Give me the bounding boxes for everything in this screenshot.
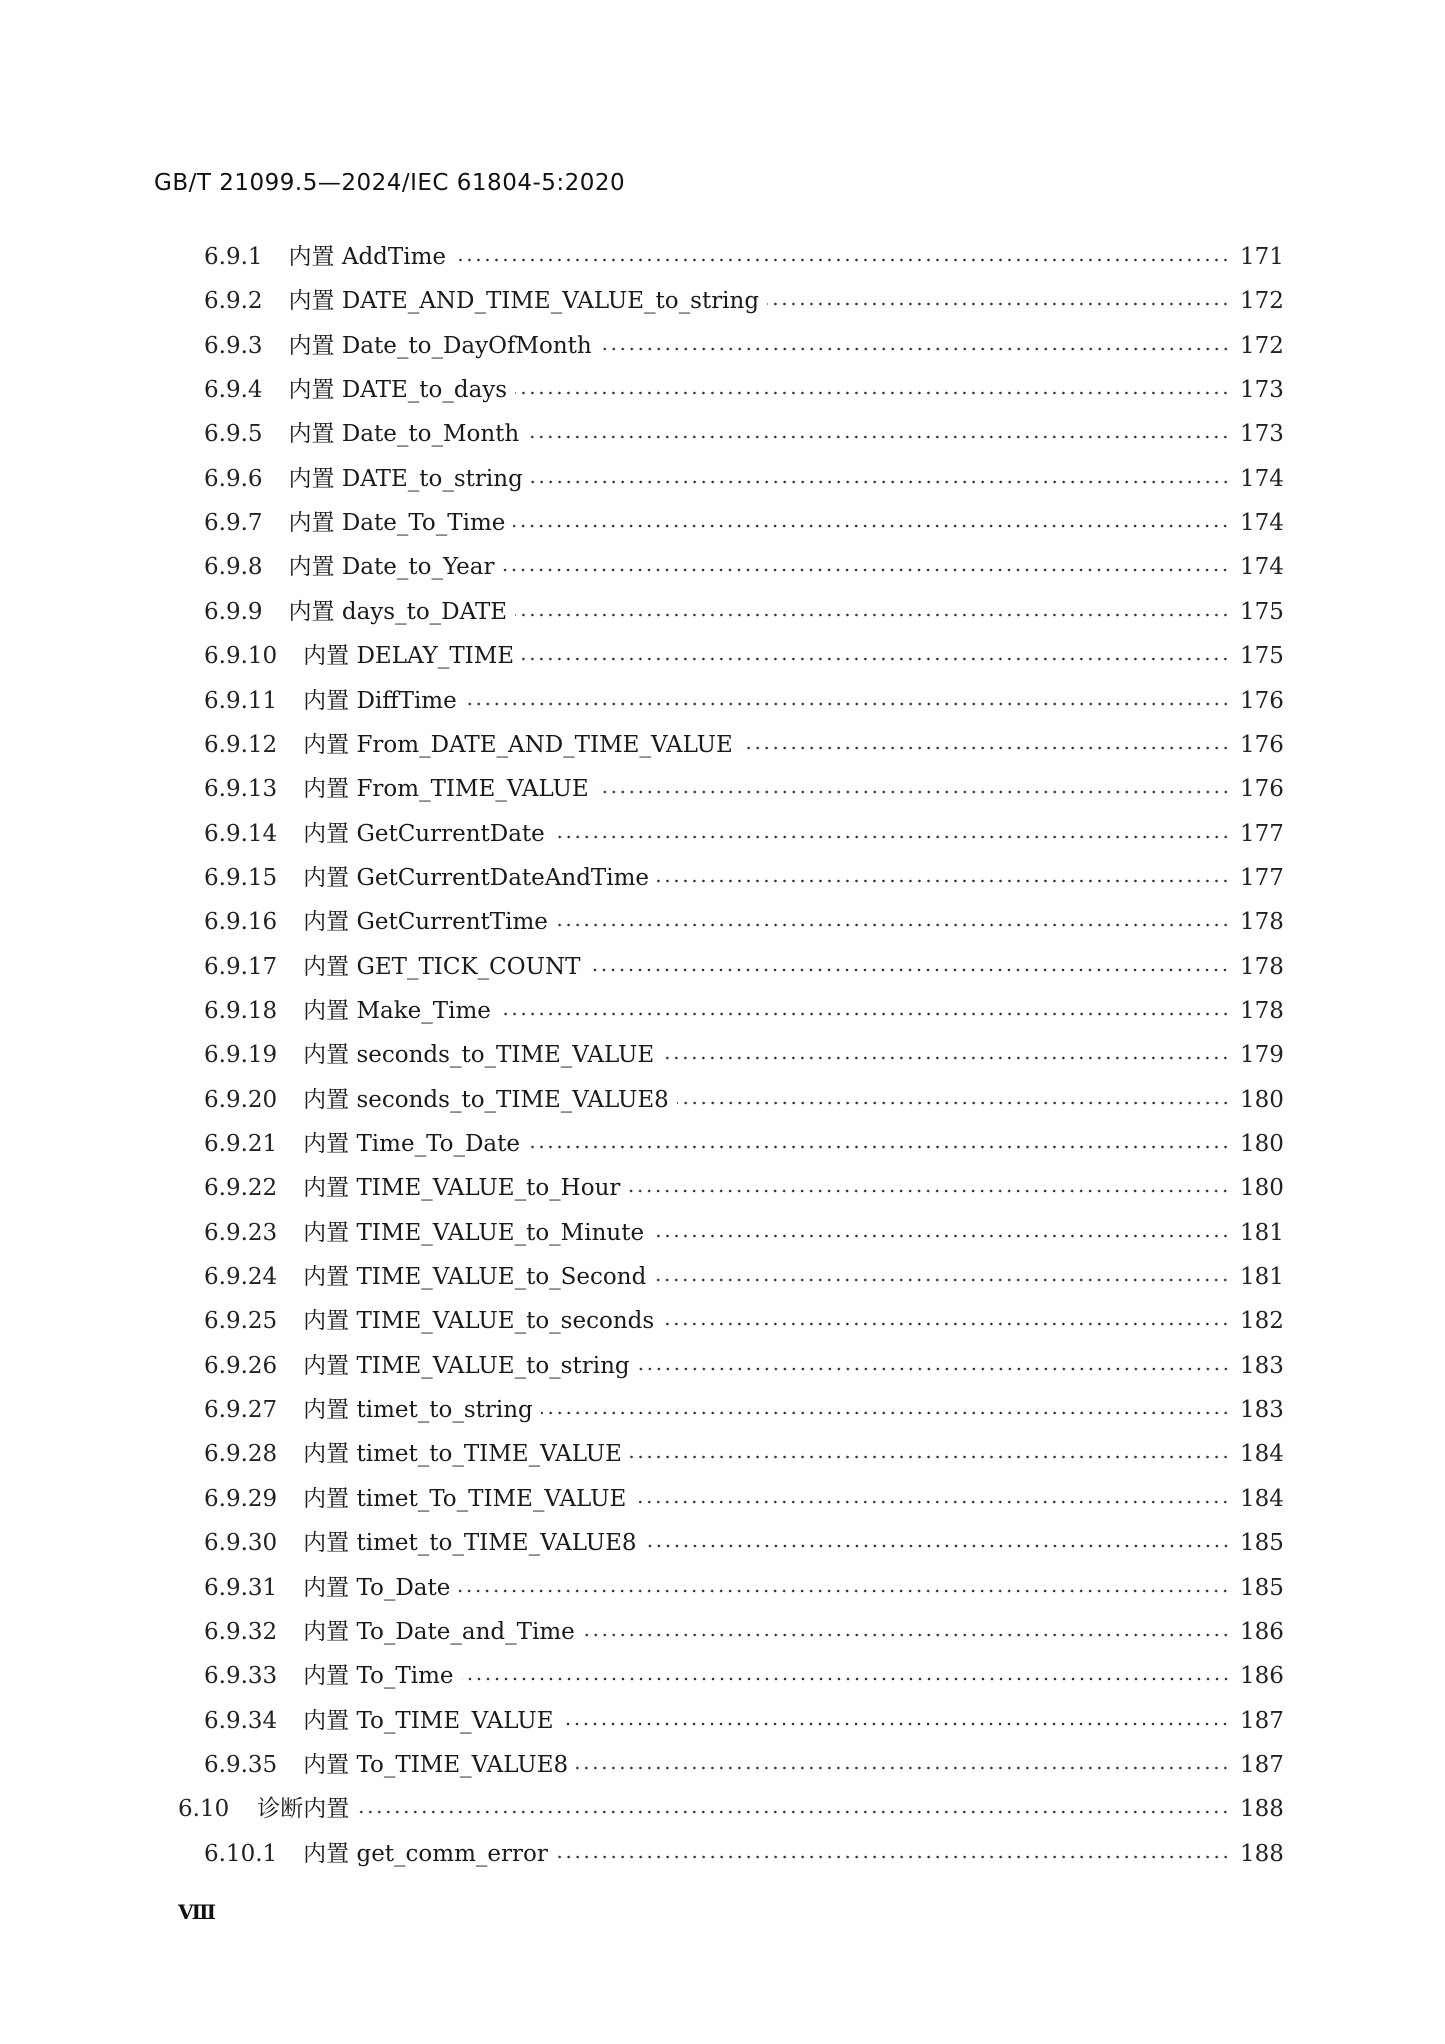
toc-entry-title: 内置 GetCurrentDate	[303, 820, 545, 847]
toc-entry-title: 内置 DiffTime	[303, 687, 457, 714]
toc-entry-number: 6.9.22	[204, 1175, 278, 1202]
toc-entry-title: 内置 TIME_VALUE_to_Second	[303, 1264, 647, 1291]
toc-entry[interactable]	[204, 1699, 1284, 1743]
toc-entry-title: 诊断内置	[257, 1796, 350, 1823]
toc-entry[interactable]	[204, 634, 1284, 678]
toc-entry-title: 内置 To_TIME_VALUE	[303, 1707, 554, 1734]
dot-leader	[357, 1810, 1230, 1814]
toc-entry-page: 182	[1240, 1308, 1284, 1335]
toc-entry-title: 内置 DELAY_TIME	[303, 643, 515, 670]
toc-entry-title: 内置 Make_Time	[303, 997, 491, 1024]
toc-entry-page: 181	[1240, 1219, 1284, 1246]
dot-leader	[458, 1589, 1230, 1593]
toc-entry[interactable]	[204, 1521, 1284, 1565]
toc-entry[interactable]	[204, 279, 1284, 323]
toc-entry-page: 188	[1240, 1840, 1284, 1867]
toc-entry-number: 6.9.29	[204, 1485, 278, 1512]
dot-leader	[541, 1411, 1230, 1415]
toc-entry-number: 6.9.6	[204, 465, 263, 492]
toc-entry[interactable]	[204, 324, 1284, 368]
toc-entry[interactable]	[204, 1166, 1284, 1210]
toc-entry-number: 6.9.13	[204, 776, 278, 803]
dot-leader	[454, 258, 1230, 262]
toc-entry[interactable]	[204, 545, 1284, 589]
toc-entry[interactable]	[204, 1211, 1284, 1255]
toc-entry-title: 内置 timet_to_TIME_VALUE8	[303, 1530, 637, 1557]
toc-entry-page: 180	[1240, 1086, 1284, 1113]
toc-entry-title: 内置 DATE_AND_TIME_VALUE_to_string	[288, 288, 760, 315]
toc-entry-title: 内置 days_to_DATE	[288, 598, 508, 625]
toc-entry-page: 186	[1240, 1618, 1284, 1645]
toc-entry-number: 6.10.1	[204, 1840, 278, 1867]
toc-entry-number: 6.9.17	[204, 953, 278, 980]
toc-entry-number: 6.9.7	[204, 510, 263, 537]
toc-entry[interactable]	[204, 1432, 1284, 1476]
toc-entry-page: 187	[1240, 1707, 1284, 1734]
toc-entry-page: 178	[1240, 909, 1284, 936]
dot-leader	[645, 1544, 1230, 1548]
toc-entry-page: 175	[1240, 643, 1284, 670]
toc-entry-number: 6.9.4	[204, 377, 263, 404]
toc-entry-title: 内置 DATE_to_string	[288, 465, 523, 492]
dot-leader	[741, 746, 1230, 750]
toc-entry[interactable]	[204, 767, 1284, 811]
toc-entry-title: 内置 Date_to_DayOfMonth	[288, 332, 592, 359]
dot-leader	[462, 1677, 1231, 1681]
toc-entry-number: 6.9.26	[204, 1352, 278, 1379]
toc-entry-number: 6.9.3	[204, 332, 263, 359]
toc-entry-page: 187	[1240, 1751, 1284, 1778]
toc-entry-number: 6.9.19	[204, 1042, 278, 1069]
toc-entry-page: 185	[1240, 1574, 1284, 1601]
toc-entry[interactable]	[204, 945, 1284, 989]
toc-entry-number: 6.9.10	[204, 643, 278, 670]
toc-entry[interactable]	[204, 368, 1284, 412]
dot-leader	[515, 613, 1230, 617]
toc-entry-page: 174	[1240, 510, 1284, 537]
toc-entry[interactable]	[204, 412, 1284, 456]
toc-entry-page: 179	[1240, 1042, 1284, 1069]
toc-entry-page: 176	[1240, 687, 1284, 714]
toc-entry[interactable]	[204, 457, 1284, 501]
toc-entry-page: 176	[1240, 776, 1284, 803]
toc-entry-page: 181	[1240, 1264, 1284, 1291]
toc-entry[interactable]	[204, 1344, 1284, 1388]
dot-leader	[465, 702, 1230, 706]
dot-leader	[515, 391, 1230, 395]
toc-entry[interactable]	[204, 1654, 1284, 1698]
toc-entry-title: 内置 To_Date	[303, 1574, 451, 1601]
toc-entry-page: 176	[1240, 731, 1284, 758]
toc-entry-title: 内置 TIME_VALUE_to_Minute	[303, 1219, 645, 1246]
toc-entry-title: 内置 TIME_VALUE_to_Hour	[303, 1175, 621, 1202]
dot-leader	[767, 302, 1230, 306]
toc-entry[interactable]	[204, 1255, 1284, 1299]
toc-entry-title: 内置 GetCurrentTime	[303, 909, 548, 936]
toc-entry-title: 内置 From_DATE_AND_TIME_VALUE	[303, 731, 733, 758]
dot-leader	[583, 1633, 1230, 1637]
dot-leader	[638, 1367, 1230, 1371]
toc-entry-page: 175	[1240, 598, 1284, 625]
toc-entry-title: 内置 get_comm_error	[303, 1840, 548, 1867]
toc-entry[interactable]	[204, 1566, 1284, 1610]
toc-entry-number: 6.9.8	[204, 554, 263, 581]
toc-entry-page: 178	[1240, 953, 1284, 980]
toc-entry-title: 内置 seconds_to_TIME_VALUE8	[303, 1086, 669, 1113]
toc-entry-title: 内置 To_TIME_VALUE8	[303, 1751, 569, 1778]
dot-leader	[513, 524, 1230, 528]
toc-entry-page: 180	[1240, 1175, 1284, 1202]
toc-entry-number: 6.9.1	[204, 244, 263, 270]
toc-entry-number: 6.9.35	[204, 1751, 278, 1778]
toc-entry-page: 186	[1240, 1663, 1284, 1690]
toc-entry-title: 内置 timet_To_TIME_VALUE	[303, 1485, 627, 1512]
dot-leader	[576, 1766, 1230, 1770]
toc-entry-number: 6.9.14	[204, 820, 278, 847]
toc-entry[interactable]	[204, 1033, 1284, 1077]
dot-leader	[553, 835, 1230, 839]
toc-entry[interactable]	[204, 900, 1284, 944]
toc-entry-title: 内置 seconds_to_TIME_VALUE	[303, 1042, 655, 1069]
dot-leader	[499, 1012, 1230, 1016]
toc-entry-page: 173	[1240, 421, 1284, 448]
toc-entry-number: 6.9.12	[204, 731, 278, 758]
dot-leader	[657, 879, 1230, 883]
toc-entry-number: 6.9.31	[204, 1574, 278, 1601]
toc-entry-page: 185	[1240, 1530, 1284, 1557]
toc-entry-number: 6.9.2	[204, 288, 263, 315]
toc-entry-number: 6.9.32	[204, 1618, 278, 1645]
toc-entry[interactable]	[204, 1299, 1284, 1343]
toc-entry-page: 174	[1240, 465, 1284, 492]
toc-entry-title: 内置 Date_To_Time	[288, 510, 506, 537]
toc-entry-number: 6.9.16	[204, 909, 278, 936]
toc-entry[interactable]	[204, 590, 1284, 634]
toc-entry-number: 6.9.21	[204, 1131, 278, 1157]
toc-entry-page: 171	[1240, 244, 1284, 270]
toc-entry-title: 内置 Date_to_Month	[288, 421, 520, 448]
toc-entry-number: 6.9.28	[204, 1441, 278, 1468]
toc-entry-number: 6.9.33	[204, 1663, 278, 1690]
toc-entry[interactable]	[204, 812, 1284, 856]
toc-entry-title: 内置 timet_to_string	[303, 1397, 533, 1424]
toc-entry-title: 内置 timet_to_TIME_VALUE	[303, 1441, 622, 1468]
toc-entry-page: 180	[1240, 1131, 1284, 1157]
dot-leader	[561, 1722, 1230, 1726]
standard-header: GB/T 21099.5—2024/IEC 61804-5:2020	[154, 170, 626, 196]
toc-entry[interactable]	[204, 1477, 1284, 1521]
dot-leader	[588, 968, 1230, 972]
toc-entry-page: 177	[1240, 820, 1284, 847]
toc-entry[interactable]	[204, 1388, 1284, 1432]
toc-entry[interactable]	[204, 1832, 1284, 1876]
dot-leader	[628, 1189, 1230, 1193]
toc-entry-title: 内置 Date_to_Year	[288, 554, 495, 581]
toc-entry-number: 6.9.20	[204, 1086, 278, 1113]
dot-leader	[528, 1145, 1230, 1149]
toc-entry-title: 内置 Time_To_Date	[303, 1131, 520, 1157]
toc-entry-number: 6.9.11	[204, 687, 278, 714]
toc-entry-page: 177	[1240, 864, 1284, 891]
dot-leader	[652, 1234, 1230, 1238]
dot-leader	[662, 1322, 1230, 1326]
dot-leader	[502, 568, 1230, 572]
toc-entry-title: 内置 From_TIME_VALUE	[303, 776, 589, 803]
dot-leader	[634, 1500, 1230, 1504]
toc-entry[interactable]	[204, 1122, 1284, 1166]
toc-entry[interactable]	[204, 723, 1284, 767]
toc-entry-title: 内置 GET_TICK_COUNT	[303, 953, 581, 980]
toc-entry-page: 188	[1240, 1796, 1284, 1823]
toc-entry-title: 内置 To_Time	[303, 1663, 454, 1690]
dot-leader	[556, 923, 1230, 927]
dot-leader	[522, 657, 1230, 661]
dot-leader	[527, 435, 1230, 439]
dot-leader	[531, 480, 1230, 484]
toc-entry-title: 内置 TIME_VALUE_to_string	[303, 1352, 630, 1379]
toc-entry-title: 内置 GetCurrentDateAndTime	[303, 864, 650, 891]
toc-entry-number: 6.9.5	[204, 421, 263, 448]
dot-leader	[600, 347, 1230, 351]
dot-leader	[677, 1101, 1230, 1105]
toc-entry-page: 183	[1240, 1397, 1284, 1424]
toc-entry-number: 6.9.9	[204, 598, 263, 625]
toc-entry-page: 184	[1240, 1441, 1284, 1468]
toc-entry-number: 6.9.27	[204, 1397, 278, 1424]
toc-entry-page: 178	[1240, 997, 1284, 1024]
toc-entry-title: 内置 AddTime	[288, 244, 447, 270]
toc-entry[interactable]	[204, 501, 1284, 545]
toc-entry[interactable]	[204, 235, 1284, 279]
toc-entry[interactable]	[204, 1078, 1284, 1122]
toc-entry[interactable]	[204, 679, 1284, 723]
toc-entry[interactable]	[204, 1610, 1284, 1654]
dot-leader	[597, 790, 1230, 794]
toc-entry-title: 内置 DATE_to_days	[288, 377, 508, 404]
toc-entry-number: 6.9.24	[204, 1264, 278, 1291]
toc-entry-title: 内置 To_Date_and_Time	[303, 1618, 575, 1645]
toc-entry-page: 184	[1240, 1485, 1284, 1512]
toc-entry-page: 183	[1240, 1352, 1284, 1379]
toc-entry-page: 173	[1240, 377, 1284, 404]
toc-entry[interactable]	[178, 1787, 1284, 1831]
dot-leader	[630, 1455, 1230, 1459]
toc-entry-number: 6.9.18	[204, 997, 278, 1024]
toc-entry[interactable]	[204, 856, 1284, 900]
toc-entry-title: 内置 TIME_VALUE_to_seconds	[303, 1308, 655, 1335]
toc-entry[interactable]	[204, 989, 1284, 1033]
toc-entry-number: 6.9.15	[204, 864, 278, 891]
toc-entry-number: 6.9.34	[204, 1707, 278, 1734]
dot-leader	[654, 1278, 1230, 1282]
toc-entry-number: 6.9.25	[204, 1308, 278, 1335]
toc-entry-page: 172	[1240, 332, 1284, 359]
dot-leader	[662, 1056, 1230, 1060]
toc-entry-number: 6.10	[178, 1796, 230, 1823]
toc-entry-page: 174	[1240, 554, 1284, 581]
toc-entry-number: 6.9.30	[204, 1530, 278, 1557]
page-number: Ⅷ	[178, 1900, 215, 1924]
dot-leader	[556, 1855, 1230, 1859]
toc-entry-number: 6.9.23	[204, 1219, 278, 1246]
toc-entry-page: 172	[1240, 288, 1284, 315]
toc-entry[interactable]	[204, 1743, 1284, 1787]
